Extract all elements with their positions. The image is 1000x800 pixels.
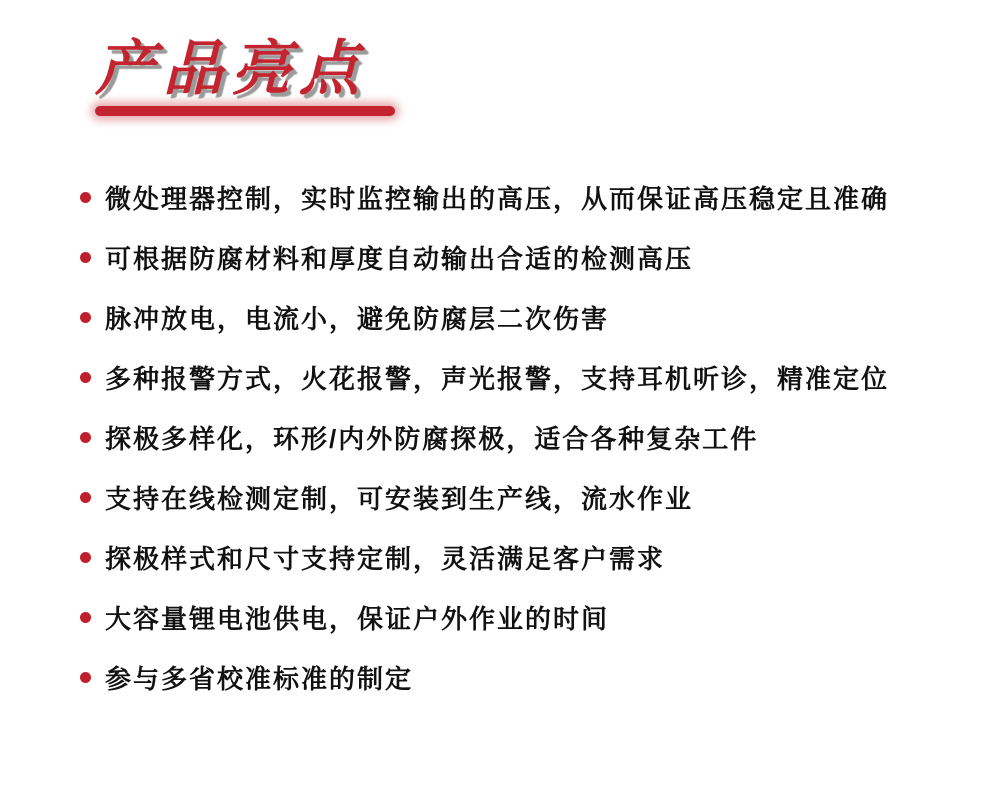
- highlight-text: 支持在线检测定制，可安装到生产线，流水作业: [105, 483, 694, 514]
- list-item: [80, 287, 970, 347]
- list-item: [80, 407, 970, 467]
- bullet-dot-icon: [80, 312, 91, 323]
- bullet-dot-icon: [80, 192, 91, 203]
- highlight-text: 可根据防腐材料和厚度自动输出合适的检测高压: [105, 243, 694, 274]
- bullet-dot-icon: [80, 492, 91, 503]
- list-item: [80, 227, 970, 287]
- bullet-dot-icon: [80, 372, 91, 383]
- highlight-text: 探极多样化，环形/内外防腐探极，适合各种复杂工件: [105, 423, 759, 454]
- bullet-dot-icon: [80, 672, 91, 683]
- list-item: [80, 167, 970, 227]
- bullet-dot-icon: [80, 552, 91, 563]
- highlight-text: 参与多省校准标准的制定: [105, 663, 414, 694]
- page-header: [95, 36, 395, 116]
- list-item: [80, 347, 970, 407]
- bullet-dot-icon: [80, 612, 91, 623]
- highlight-text: 多种报警方式，火花报警，声光报警，支持耳机听诊，精准定位: [105, 363, 890, 394]
- title-underline-bar: [95, 106, 395, 116]
- highlight-text: 大容量锂电池供电，保证户外作业的时间: [105, 603, 610, 634]
- highlight-text: 脉冲放电，电流小，避免防腐层二次伤害: [105, 303, 610, 334]
- list-item: [80, 527, 970, 587]
- highlight-list: [80, 167, 970, 707]
- list-item: [80, 467, 970, 527]
- page-title: 产品亮点: [95, 35, 367, 102]
- highlight-text: 微处理器控制，实时监控输出的高压，从而保证高压稳定且准确: [105, 183, 890, 214]
- bullet-dot-icon: [80, 432, 91, 443]
- highlight-text: 探极样式和尺寸支持定制，灵活满足客户需求: [105, 543, 666, 574]
- bullet-dot-icon: [80, 252, 91, 263]
- list-item: [80, 647, 970, 707]
- list-item: [80, 587, 970, 647]
